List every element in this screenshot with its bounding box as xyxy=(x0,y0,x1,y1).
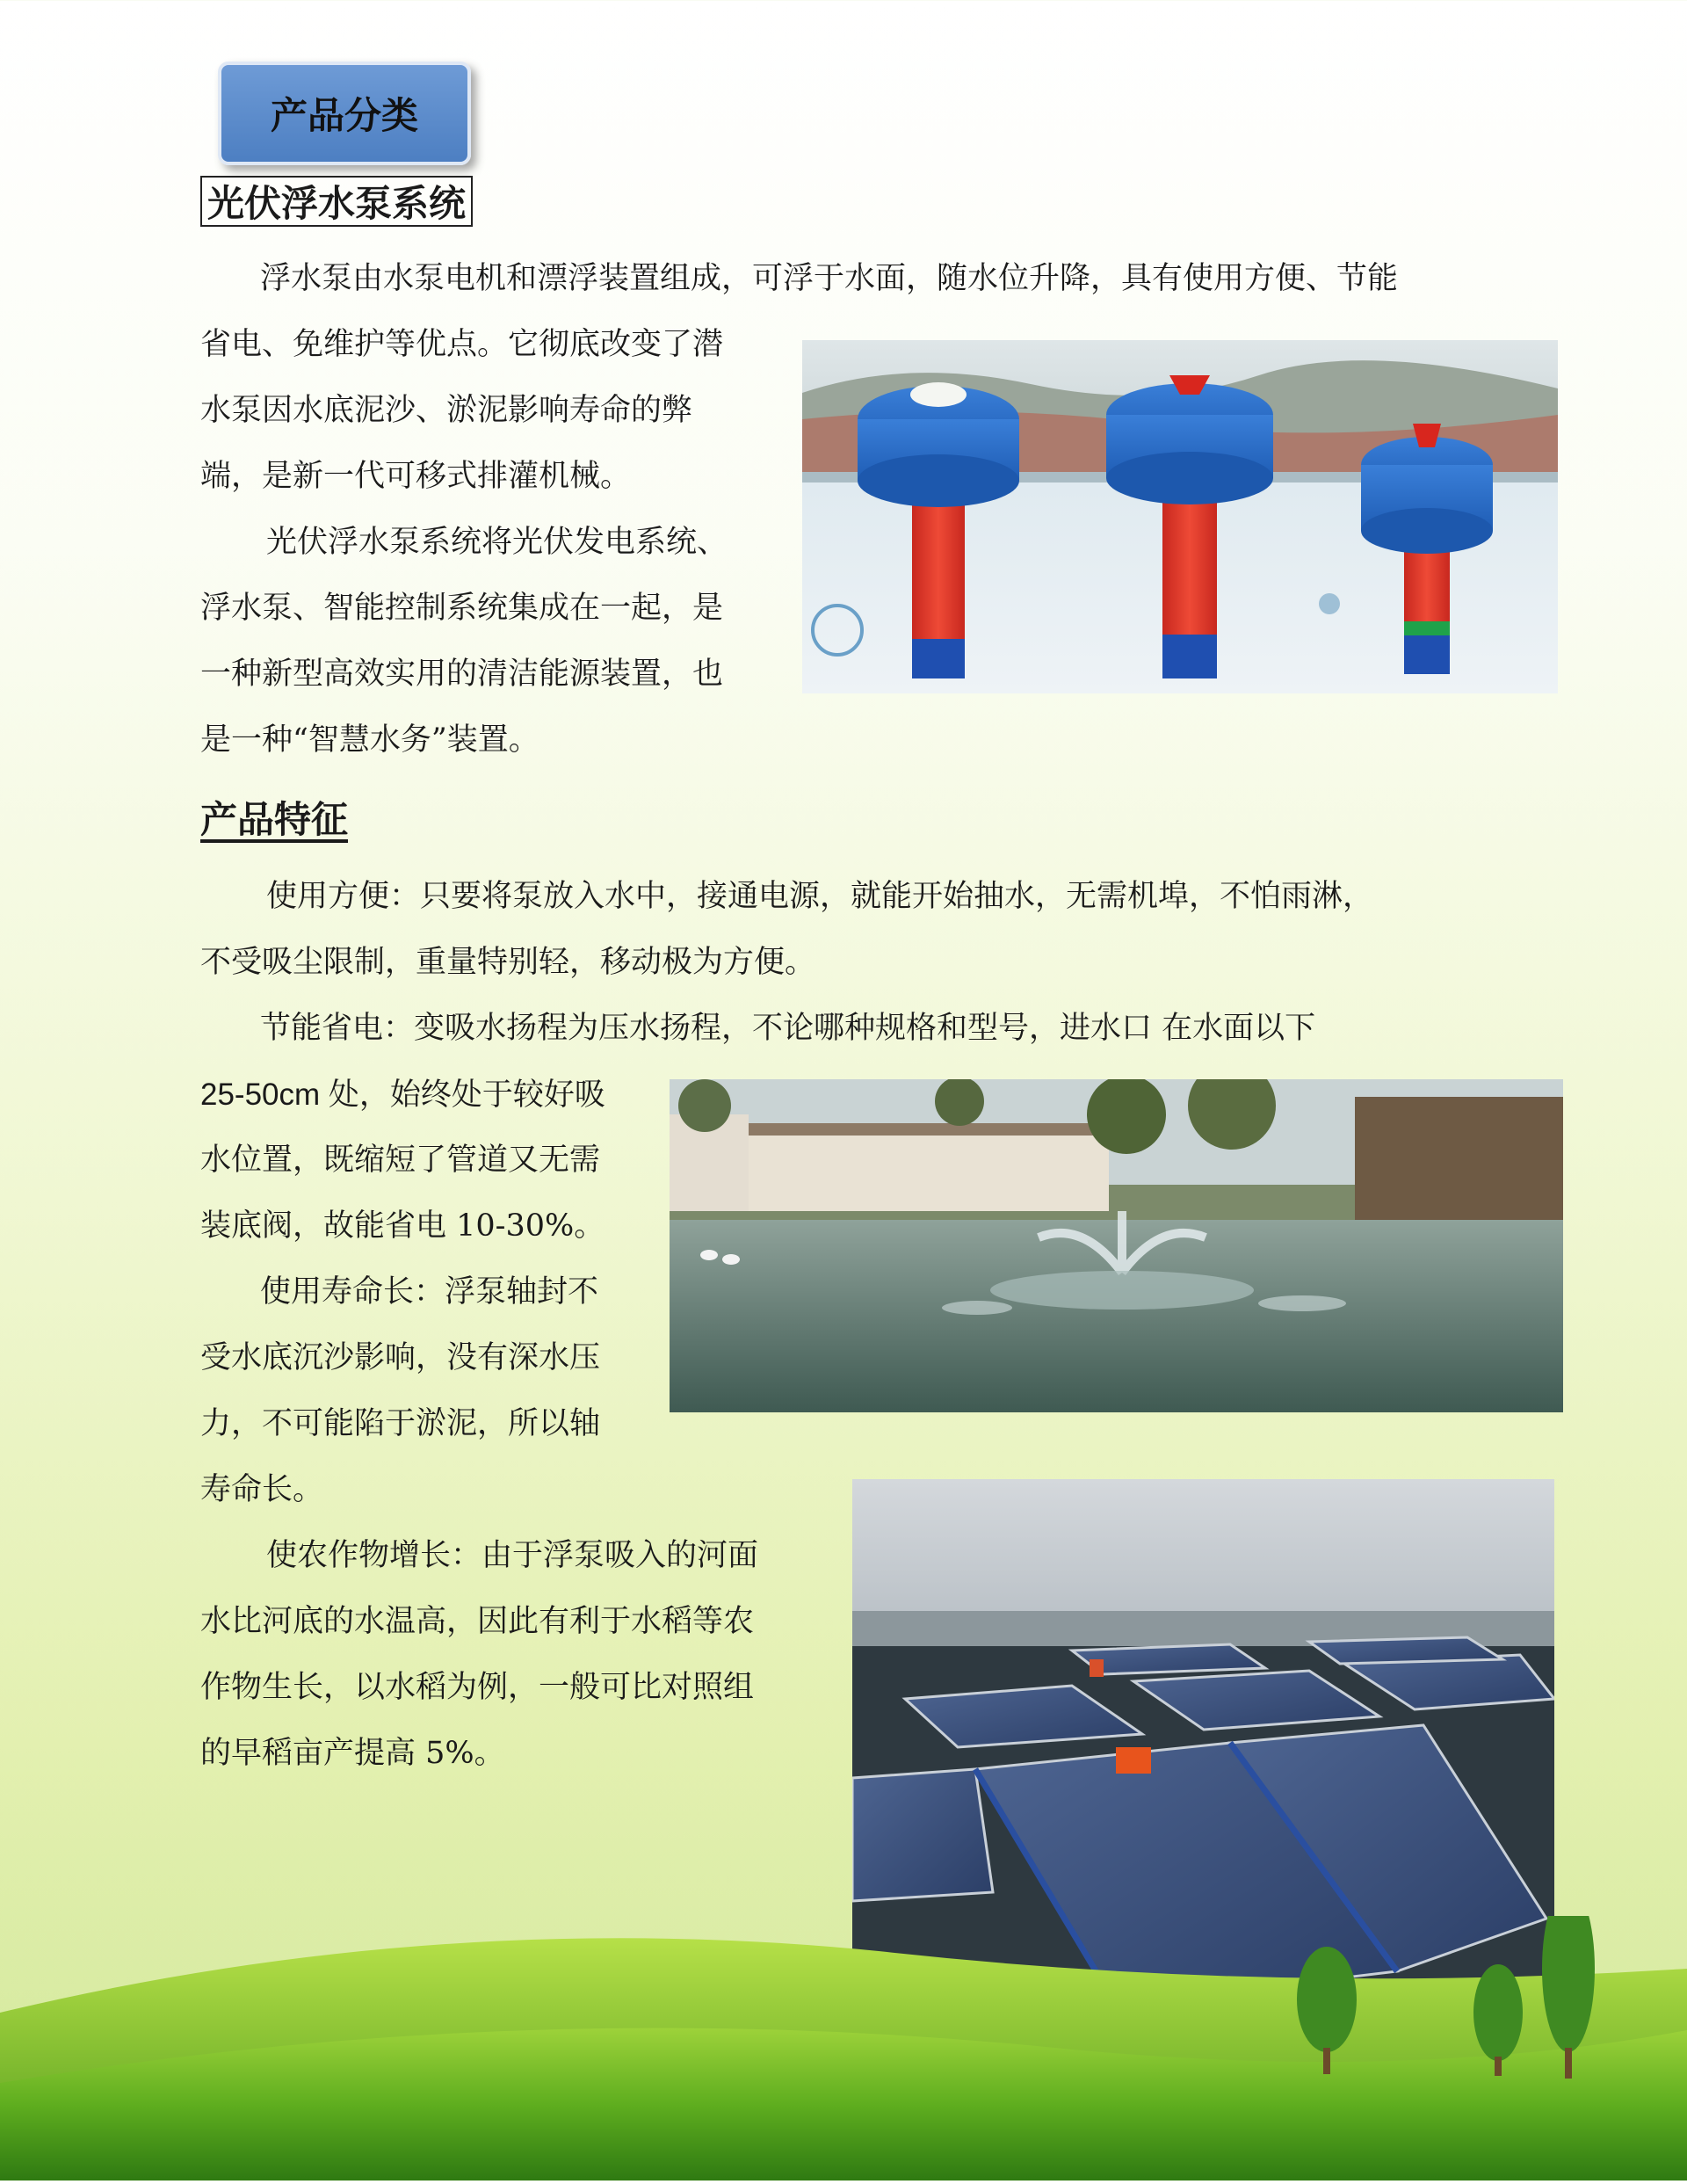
feature-line: 力，不可能陷于淤泥，所以轴 xyxy=(200,1406,601,1441)
feature-line: 节能省电：变吸水扬程为压水扬程，不论哪种规格和型号，进水口 在水面以下 xyxy=(260,1011,1316,1046)
feature-line: 受水底沉沙影响，没有深水压 xyxy=(200,1340,601,1375)
intro-line: 端，是新一代可移式排灌机械。 xyxy=(200,459,632,494)
feature-line: 水位置，既缩短了管道又无需 xyxy=(200,1143,601,1178)
intro-line: 光伏浮水泵系统将光伏发电系统、 xyxy=(266,525,728,560)
category-badge xyxy=(218,62,471,165)
intro-line: 水泵因水底泥沙、淤泥影响寿命的弊 xyxy=(200,393,693,428)
intro-line: 一种新型高效实用的清洁能源装置，也 xyxy=(200,657,724,692)
intro-line: 浮水泵、智能控制系统集成在一起，是 xyxy=(200,591,724,626)
feature-line: 作物生长，以水稻为例，一般可比对照组 xyxy=(200,1670,755,1705)
feature-line: 使用寿命长：浮泵轴封不 xyxy=(260,1274,599,1310)
feature-line: 寿命长。 xyxy=(200,1472,324,1507)
feature-line: 使农作物增长：由于浮泵吸入的河面 xyxy=(266,1538,759,1573)
green-hill-landscape xyxy=(0,1916,1687,2180)
feature-line: 使用方便：只要将泵放入水中，接通电源，就能开始抽水，无需机埠，不怕雨淋， xyxy=(266,879,1374,914)
feature-line: 的早稻亩产提高 5%。 xyxy=(200,1736,505,1771)
page-title: 光伏浮水泵系统 xyxy=(200,176,473,227)
pond-fountain-photo xyxy=(670,1079,1563,1412)
intro-line: 省电、免维护等优点。它彻底改变了潜 xyxy=(200,327,724,362)
floating-pump-photo xyxy=(802,340,1558,693)
intro-line: 是一种“智慧水务”装置。 xyxy=(200,722,539,758)
feature-line: 不受吸尘限制，重量特别轻，移动极为方便。 xyxy=(200,945,816,980)
category-badge-label: 产品分类 xyxy=(270,94,418,137)
feature-line: 25-50cm 处，始终处于较好吸 xyxy=(200,1077,605,1112)
intro-line: 浮水泵由水泵电机和漂浮装置组成，可浮于水面，随水位升降，具有使用方便、节能 xyxy=(260,261,1399,296)
feature-line: 装底阀，故能省电 10-30%。 xyxy=(200,1208,605,1244)
feature-line: 水比河底的水温高，因此有利于水稻等农 xyxy=(200,1604,755,1639)
section-title-features: 产品特征 xyxy=(200,798,349,841)
